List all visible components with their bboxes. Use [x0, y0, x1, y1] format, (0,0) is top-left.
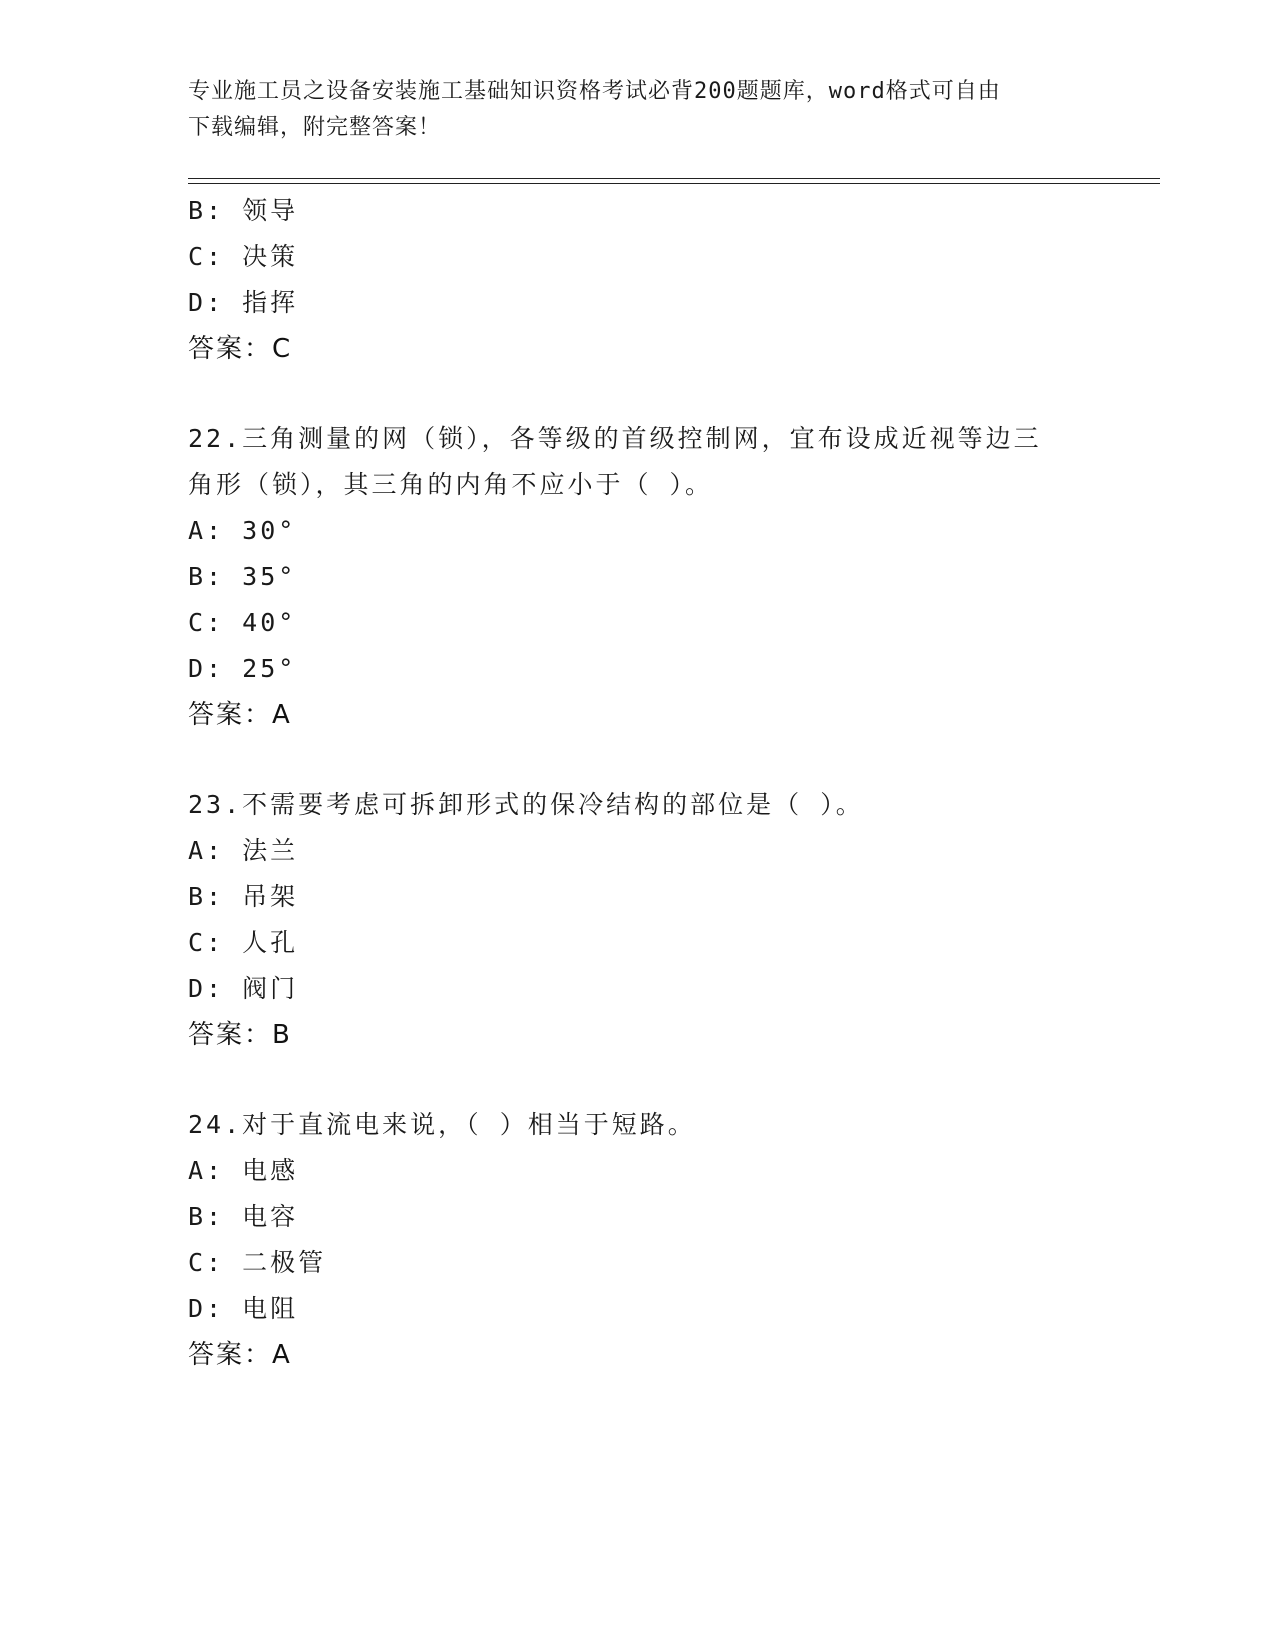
spacer	[188, 372, 1148, 416]
option-c: C: 二极管	[188, 1248, 327, 1277]
question-text-line-1: 24.对于直流电来说，（ ）相当于短路。	[188, 1110, 696, 1139]
question-24	[188, 1102, 1148, 1378]
question-list	[188, 188, 1148, 1378]
header-title-line-2: 下载编辑，附完整答案！	[188, 115, 442, 140]
question-text-line-2: 角形（锁），其三角的内角不应小于（ ）。	[188, 470, 714, 499]
option-a: A: 电感	[188, 1156, 299, 1185]
option-a: A: 30°	[188, 516, 297, 545]
option-d: D: 电阻	[188, 1294, 299, 1323]
option-b: B: 吊架	[188, 882, 299, 911]
option-c: C: 40°	[188, 608, 297, 637]
spacer	[188, 1058, 1148, 1102]
spacer	[188, 738, 1148, 782]
document-header	[188, 74, 1088, 146]
header-divider	[188, 178, 1160, 184]
question-22	[188, 416, 1148, 738]
option-d: D: 阀门	[188, 974, 299, 1003]
option-a: A: 法兰	[188, 836, 299, 865]
option-c: C: 人孔	[188, 928, 299, 957]
option-d: D: 25°	[188, 654, 297, 683]
answer-line: 答案：C	[188, 334, 293, 364]
option-d: D: 指挥	[188, 288, 299, 317]
question-23	[188, 782, 1148, 1058]
answer-line: 答案：A	[188, 700, 292, 730]
option-b: B: 领导	[188, 196, 299, 225]
option-b: B: 电容	[188, 1202, 299, 1231]
option-c: C: 决策	[188, 242, 299, 271]
answer-line: 答案：B	[188, 1020, 292, 1050]
option-b: B: 35°	[188, 562, 297, 591]
header-title-line-1: 专业施工员之设备安装施工基础知识资格考试必背200题题库，word格式可自由	[188, 79, 1001, 104]
question-text-line-1: 23.不需要考虑可拆卸形式的保冷结构的部位是（ ）。	[188, 790, 864, 819]
question-text-line-1: 22.三角测量的网（锁），各等级的首级控制网，宜布设成近视等边三	[188, 424, 1042, 453]
answer-line: 答案：A	[188, 1340, 292, 1370]
question-21-tail	[188, 188, 1148, 372]
